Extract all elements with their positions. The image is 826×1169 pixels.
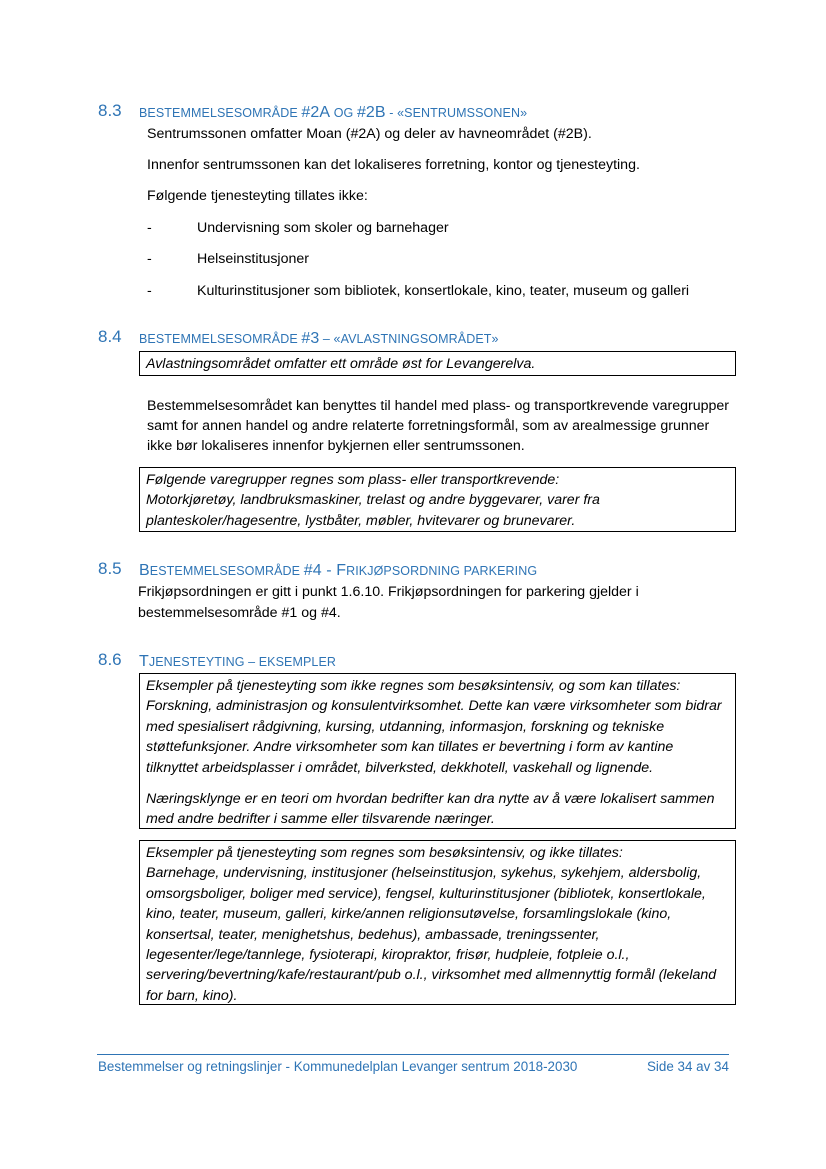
box-line: for barn, kino). <box>146 987 238 1004</box>
section-title <box>139 330 499 348</box>
title-part: – «AVLASTNINGSOMRÅDET» <box>319 332 499 346</box>
bullet-item: Undervisning som skoler og barnehager <box>197 220 449 236</box>
title-part: OG <box>330 106 357 120</box>
bullet-item: Helseinstitusjoner <box>197 251 309 267</box>
section-title <box>139 653 336 671</box>
bullet-marker: - <box>147 220 152 236</box>
section-title <box>139 104 527 122</box>
paragraph-line: bestemmelsesområde #1 og #4. <box>138 605 341 621</box>
title-part: BESTEMMELSESOMRÅDE <box>139 106 302 120</box>
section-number: 8.3 <box>98 101 122 120</box>
title-part: #4 <box>303 562 322 579</box>
footer-divider <box>97 1054 729 1055</box>
box-line: med andre bedrifter i samme eller tilsvarende næringer. <box>146 811 495 828</box>
bullet-item: Kulturinstitusjoner som bibliotek, konsertlokale, kino, teater, museum og galleri <box>197 283 690 299</box>
box-line: støttefunksjoner. Andre virksomheter som kan tillates er bevertning i form av kantine <box>146 739 674 756</box>
title-part: BESTEMMELSESOMRÅDE <box>139 332 302 346</box>
box-line: omsorgsboliger, boliger med service), fengsel, kulturinstitusjoner (bibliotek, konsertlokale, <box>146 885 706 902</box>
box-line: Motorkjøretøy, landbruksmaskiner, trelast og andre byggevarer, varer fra <box>146 492 600 509</box>
box-line: Følgende varegrupper regnes som plass- eller transportkrevende: <box>146 472 560 488</box>
section-title <box>139 562 537 580</box>
paragraph: Sentrumssonen omfatter Moan (#2A) og deler av havneområdet (#2B). <box>147 126 592 142</box>
paragraph-line: ikke bør lokaliseres innenfor bykjernen eller sentrumssonen. <box>147 438 525 454</box>
box-line: med spesialisert rådgivning, kursing, utdanning, informasjon, forskning og tekniske <box>146 718 665 735</box>
title-part: - «SENTRUMSSONEN» <box>385 106 528 120</box>
bullet-marker: - <box>147 251 152 267</box>
info-box <box>139 351 736 376</box>
box-line: Eksempler på tjenesteyting som regnes som besøksintensiv, og ikke tillates: <box>146 845 623 861</box>
box-line: planteskoler/hagesentre, lystbåter, møbler, hvitevarer og brunevarer. <box>146 512 576 529</box>
section-number: 8.6 <box>98 650 122 669</box>
footer-page-number: Side 34 av 34 <box>647 1059 729 1074</box>
paragraph: Innenfor sentrumssonen kan det lokaliseres forretning, kontor og tjenesteyting. <box>147 157 640 173</box>
section-number: 8.4 <box>98 327 122 346</box>
box-line: Eksempler på tjenesteyting som ikke regnes som besøksintensiv, og som kan tillates: <box>146 678 681 694</box>
title-part: RIKJØPSORDNING PARKERING <box>346 564 538 578</box>
paragraph-gap <box>146 778 729 789</box>
box-line: Barnehage, undervisning, institusjoner (helseinstitusjon, sykehus, sykehjem, aldersbolig, <box>146 865 702 882</box>
box-line: Avlastningsområdet omfatter ett område øst for Levangerelva. <box>146 356 536 372</box>
paragraph: Følgende tjenesteyting tillates ikke: <box>147 188 368 204</box>
info-box <box>139 673 736 829</box>
info-box <box>139 467 736 532</box>
box-line: konsertsal, teater, menighetshus, bedehus), ambassade, treningssenter, <box>146 926 600 943</box>
title-part: - F <box>321 562 347 579</box>
title-part: JENESTEYTING – EKSEMPLER <box>148 655 337 669</box>
box-line: Næringsklynge er en teori om hvordan bedrifter kan dra nytte av å være lokalisert sammen <box>146 791 715 808</box>
footer-document-title: Bestemmelser og retningslinjer - Kommunedelplan Levanger sentrum 2018-2030 <box>98 1059 578 1074</box>
title-part: #3 <box>301 330 320 347</box>
box-line: legesenter/lege/tannlege, fysioterapi, kiropraktor, frisør, hudpleie, fotpleie o.l., <box>146 947 630 964</box>
section-number: 8.5 <box>98 559 122 578</box>
box-line: kino, teater, museum, galleri, kirke/annen religionsutøvelse, forsamlingslokale (kino, <box>146 906 672 923</box>
title-part: ESTEMMELSESOMRÅDE <box>149 564 304 578</box>
info-box <box>139 840 736 1005</box>
title-part: #2A <box>301 104 331 121</box>
box-line: tilknyttet arbeidsplasser i området, bilverksted, dekkhotell, vaskehall og lignende. <box>146 759 654 776</box>
paragraph-line: Bestemmelsesområdet kan benyttes til handel med plass- og transportkrevende varegrupper <box>147 398 729 414</box>
box-line: Forskning, administrasjon og konsulentvirksomhet. Dette kan være virksomheter som bidrar <box>146 698 722 715</box>
title-part: #2B <box>356 104 386 121</box>
bullet-marker: - <box>147 283 152 299</box>
paragraph-line: samt for annen handel og andre relaterte forretningsformål, som av arealmessige grunner <box>147 418 710 434</box>
paragraph-line: Frikjøpsordningen er gitt i punkt 1.6.10. Frikjøpsordningen for parkering gjelder i <box>138 584 639 600</box>
box-line: servering/bevertning/kafe/restaurant/pub o.l., virksomhet med allmennyttig formål (lekeland <box>146 967 717 984</box>
title-part: T <box>139 653 149 670</box>
title-part: B <box>139 562 150 579</box>
